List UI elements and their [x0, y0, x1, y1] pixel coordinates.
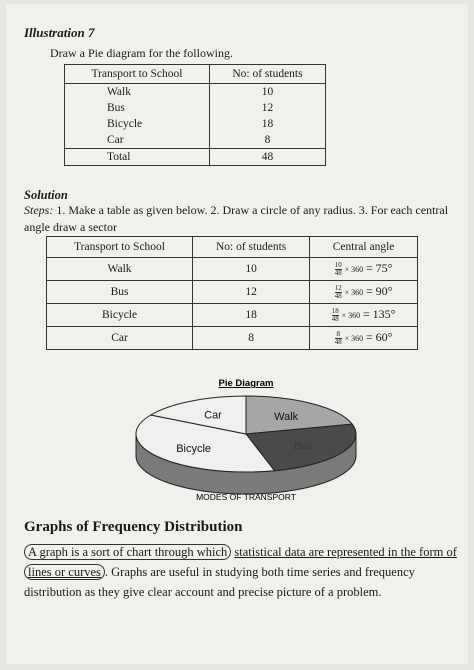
illustration-title: Illustration 7	[24, 25, 95, 40]
angle-value: 90°	[375, 284, 393, 299]
pie-label-walk: Walk	[274, 410, 299, 423]
angle-formula	[310, 281, 418, 304]
pie-label-bicycle: Bicycle	[176, 442, 212, 455]
fraction	[335, 285, 342, 300]
multiplier: × 360	[344, 288, 364, 298]
steps-text	[24, 202, 464, 236]
table2-cell: 8	[193, 327, 310, 350]
equals-sign: =	[365, 330, 373, 345]
equals-sign: =	[365, 284, 373, 299]
fraction-num: 10	[334, 260, 342, 269]
table2-cell: Bus	[47, 281, 193, 304]
chart-title: Pie Diagram	[218, 378, 274, 389]
instruction-text: Draw a Pie diagram for the following.	[50, 46, 233, 60]
table1-cell: 8	[209, 132, 325, 149]
angle-table	[46, 236, 418, 350]
table2-cell: 18	[193, 304, 310, 327]
fraction-den: 48	[334, 268, 342, 277]
section-heading: Graphs of Frequency Distribution	[24, 519, 243, 535]
table1-cell: Walk	[65, 84, 210, 101]
pie-label-bus: Bus	[293, 440, 313, 453]
table2-header-angle: Central angle	[310, 237, 418, 258]
table1-total-label: Total	[65, 149, 210, 166]
angle-formula	[310, 327, 418, 350]
pie-chart	[126, 376, 366, 506]
table2-header-transport: Transport to School	[47, 237, 193, 258]
fraction	[332, 308, 339, 323]
textbook-page	[6, 4, 468, 664]
table1-header-transport: Transport to School	[65, 65, 210, 84]
table2-cell: Bicycle	[47, 304, 193, 327]
multiplier: × 360	[344, 265, 364, 275]
angle-formula	[310, 304, 418, 327]
steps-label: Steps:	[24, 203, 54, 217]
equals-sign: =	[365, 261, 373, 276]
table1-cell: 12	[209, 100, 325, 116]
table2-cell: Walk	[47, 258, 193, 281]
fraction	[335, 331, 342, 346]
data-table	[64, 64, 326, 166]
equals-sign: =	[362, 307, 370, 322]
angle-value: 135°	[372, 307, 396, 322]
section-paragraph	[24, 542, 472, 602]
para-part: lines or curves	[24, 564, 105, 580]
fraction-num: 18	[331, 306, 339, 315]
table2-cell: 12	[193, 281, 310, 304]
table1-cell: Car	[65, 132, 210, 149]
angle-value: 75°	[375, 261, 393, 276]
steps-body: 1. Make a table as given below. 2. Draw a circle of any radius. 3. For each central angle draw a sector	[24, 203, 449, 234]
para-part: A graph is a sort of chart through which	[24, 544, 231, 560]
solution-title: Solution	[24, 188, 68, 202]
fraction-den: 48	[334, 337, 342, 346]
table1-total-value: 48	[209, 149, 325, 166]
fraction-num: 12	[334, 283, 342, 292]
fraction-den: 48	[331, 314, 339, 323]
multiplier: × 360	[341, 311, 361, 321]
angle-value: 60°	[375, 330, 393, 345]
table2-cell: 10	[193, 258, 310, 281]
chart-xlabel: MODES OF TRANSPORT	[196, 492, 296, 502]
table1-cell: Bus	[65, 100, 210, 116]
pie-label-car: Car	[204, 409, 222, 422]
fraction-den: 48	[334, 291, 342, 300]
table1-header-students: No: of students	[209, 65, 325, 84]
table2-header-students: No: of students	[193, 237, 310, 258]
angle-formula	[310, 258, 418, 281]
para-part: . Graphs are useful in studying both time series and frequency distribution as they give clear account and precise picture of a problem.	[24, 565, 415, 599]
multiplier: × 360	[344, 334, 364, 344]
fraction	[335, 262, 342, 277]
para-part: statistical data are represented in the form of	[234, 545, 457, 559]
table2-cell: Car	[47, 327, 193, 350]
fraction-num: 8	[336, 329, 340, 338]
table1-cell: 10	[209, 84, 325, 101]
table1-cell: Bicycle	[65, 116, 210, 132]
table1-cell: 18	[209, 116, 325, 132]
